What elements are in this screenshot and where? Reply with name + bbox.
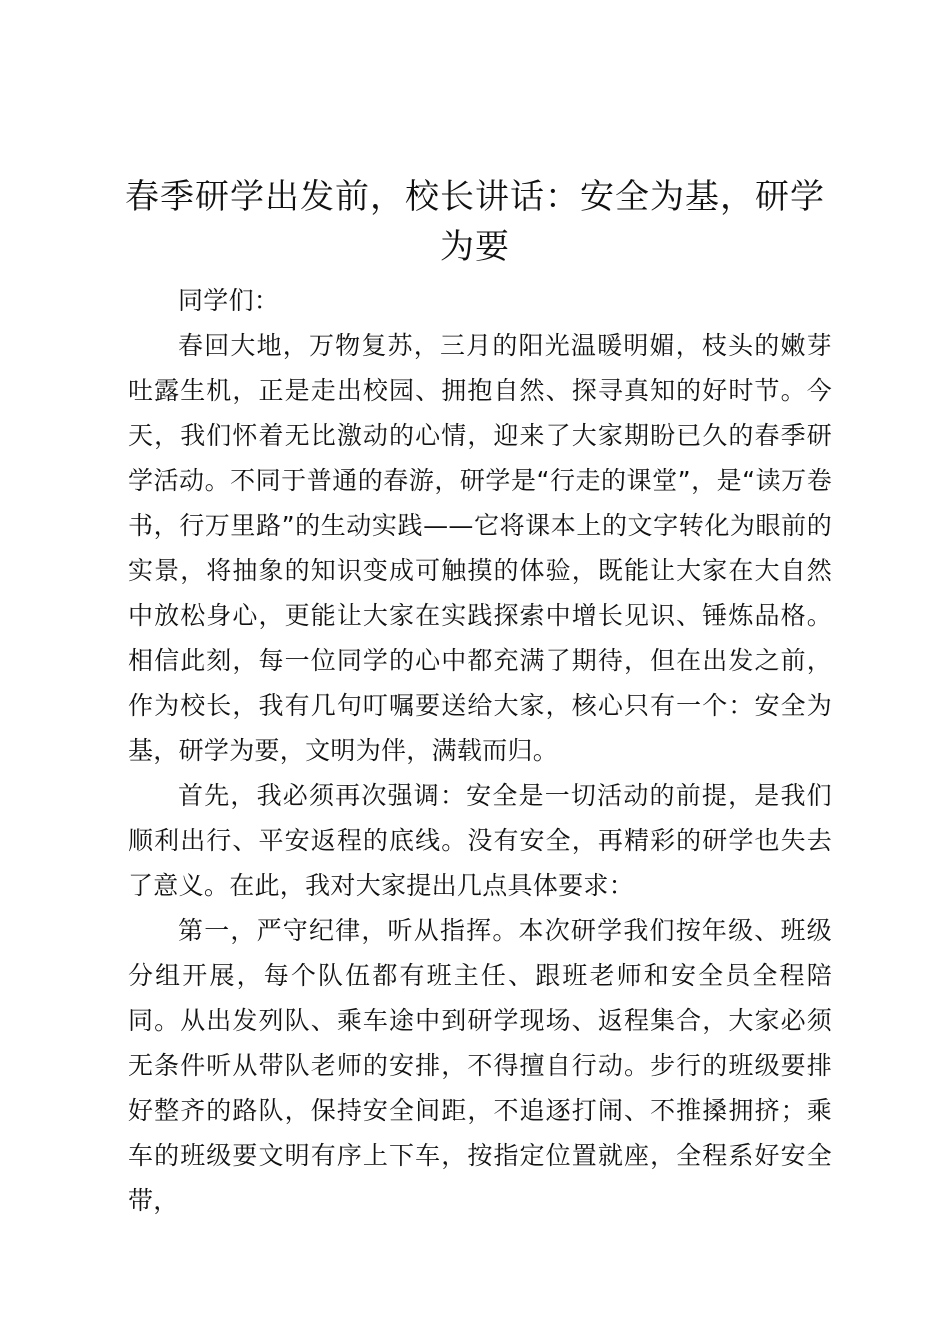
document-body [128,278,832,1223]
discipline-paragraph: 第一，严守纪律，听从指挥。本次研学我们按年级、班级分组开展，每个队伍都有班主任、跟班老师和安全员全程陪同。从出发列队、乘车途中到研学现场、返程集合，大家必须无条件听从带队老师的安排，不得擅自行动。步行的班级要排好整齐的路队，保持安全间距，不追逐打闹、不推搡拥挤；乘车的班级要文明有序上下车，按指定位置就座，全程系好安全带， [128,916,832,1215]
intro-paragraph: 春回大地，万物复苏，三月的阳光温暖明媚，枝头的嫩芽吐露生机，正是走出校园、拥抱自然、探寻真知的好时节。今天，我们怀着无比激动的心情，迎来了大家期盼已久的春季研学活动。不同于普通的春游，研学是“行走的课堂”，是“读万卷书，行万里路”的生动实践——它将课本上的文字转化为眼前的实景，将抽象的知识变成可触摸的体验，既能让大家在大自然中放松身心，更能让大家在实践探索中增长见识、锤炼品格。相信此刻，每一位同学的心中都充满了期待，但在出发之前，作为校长，我有几句叮嘱要送给大家，核心只有一个：安全为基，研学为要，文明为伴，满载而归。 [128,331,832,765]
document-title: 春季研学出发前，校长讲话：安全为基，研学为要 [125,177,825,267]
safety-paragraph: 首先，我必须再次强调：安全是一切活动的前提，是我们顺利出行、平安返程的底线。没有安全，再精彩的研学也失去了意义。在此，我对大家提出几点具体要求： [128,781,832,900]
salutation-paragraph: 同学们： [178,286,280,315]
